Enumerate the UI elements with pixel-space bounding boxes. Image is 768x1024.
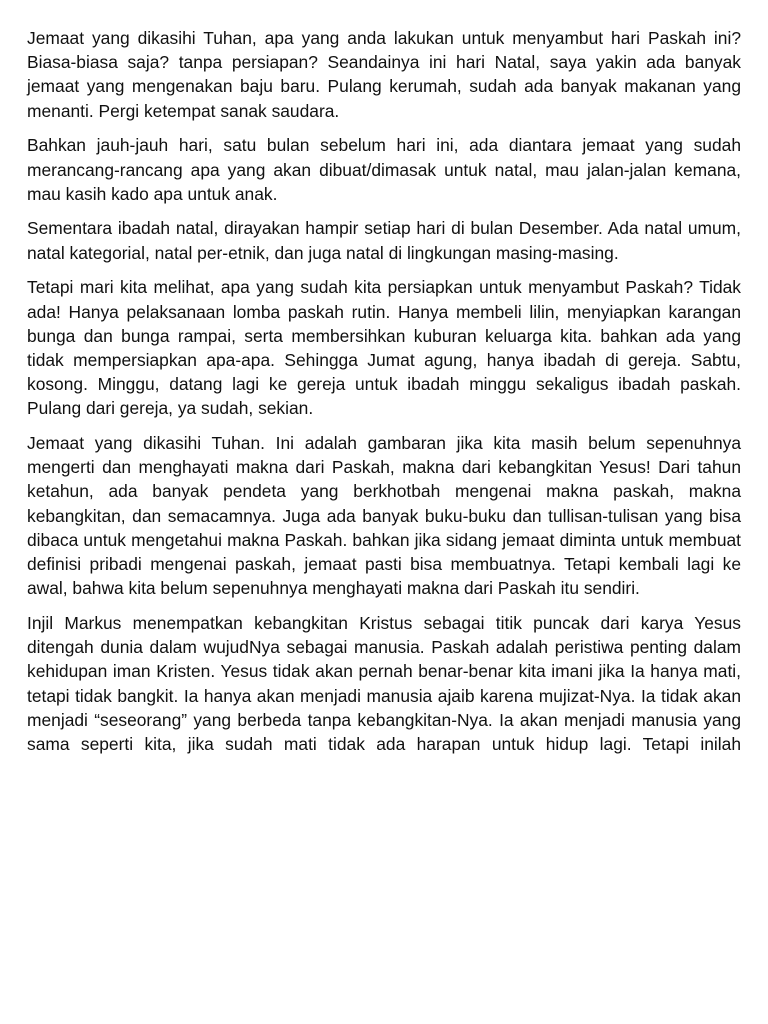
paragraph-6: Injil Markus menempatkan kebangkitan Kristus sebagai titik puncak dari karya Yesus ditengah dunia dalam wujudNya sebagai manusia. Paskah adalah peristiwa penting dalam kehidupan iman Kristen. Yesus tidak akan pernah benar-benar kita imani jika Ia hanya mati, tetapi tidak bangkit. Ia hanya akan menjadi manusia ajaib karena mujizat-Nya. Ia tidak akan menjadi “seseorang” yang berbeda tanpa kebangkitan-Nya. Ia akan menjadi manusia yang sama seperti kita, jika sudah mati tidak ada harapan untuk hidup lagi. Tetapi inilah	[27, 612, 741, 754]
paragraph-5: Jemaat yang dikasihi Tuhan. Ini adalah gambaran jika kita masih belum sepenuhnya mengerti dan menghayati makna dari Paskah, makna dari kebangkitan Yesus! Dari tahun ketahun, ada banyak pendeta yang berkhotbah mengenai makna paskah, makna kebangkitan, dan semacamnya. Juga ada banyak buku-buku dan tullisan-tulisan yang bisa dibaca untuk mengetahui makna Paskah. bahkan jika sidang jemaat diminta untuk membuat definisi pribadi mengenai paskah, jemaat pasti bisa membuatnya. Tetapi kembali lagi ke awal, bahwa kita belum sepenuhnya menghayati makna dari Paskah itu sendiri.	[27, 433, 741, 599]
paragraph-4: Tetapi mari kita melihat, apa yang sudah kita persiapkan untuk menyambut Paskah? Tidak ada! Hanya pelaksanaan lomba paskah rutin. Hanya membeli lilin, menyiapkan karangan bunga dan bunga rampai, serta membersihkan kuburan keluarga kita. bahkan ada yang tidak mempersiapkan apa-apa. Sehingga Jumat agung, hanya ibadah di gereja. Sabtu, kosong. Minggu, datang lagi ke gereja untuk ibadah minggu sekaligus ibadah paskah. Pulang dari gereja, ya sudah, sekian.	[27, 277, 741, 419]
paragraph-1: Jemaat yang dikasihi Tuhan, apa yang anda lakukan untuk menyambut hari Paskah ini? Biasa-biasa saja? tanpa persiapan? Seandainya ini hari Natal, saya yakin ada banyak jemaat yang mengenakan baju baru. Pulang kerumah, sudah ada banyak makanan yang menanti. Pergi ketempat sanak saudara.	[27, 28, 741, 121]
paragraph-2: Bahkan jauh-jauh hari, satu bulan sebelum hari ini, ada diantara jemaat yang sudah merancang-rancang apa yang akan dibuat/dimasak untuk natal, mau jalan-jalan kemana, mau kasih kado apa untuk anak.	[27, 135, 741, 204]
document-page	[27, 26, 741, 767]
paragraph-3: Sementara ibadah natal, dirayakan hampir setiap hari di bulan Desember. Ada natal umum, natal kategorial, natal per-etnik, dan juga natal di lingkungan masing-masing.	[27, 218, 741, 263]
